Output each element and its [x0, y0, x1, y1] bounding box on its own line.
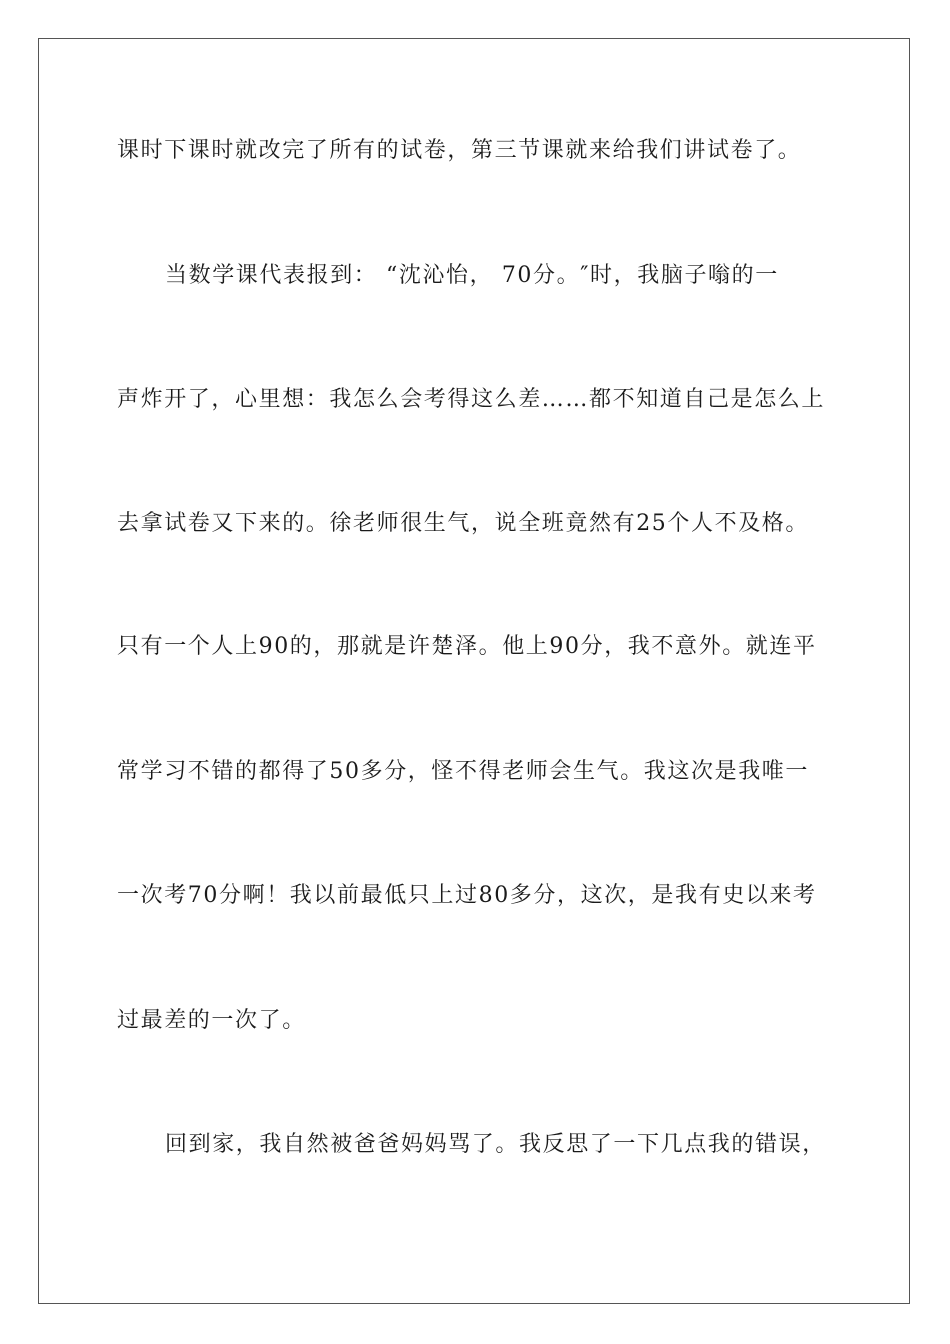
text-line: 常学习不错的都得了50多分，怪不得老师会生气。我这次是我唯一: [117, 759, 809, 784]
page-border: [38, 38, 910, 1304]
text-line: 去拿试卷又下来的。徐老师很生气，说全班竟然有25个人不及格。: [117, 511, 809, 536]
text-line: 只有一个人上90的，那就是许楚泽。他上90分，我不意外。就连平: [117, 634, 817, 659]
text-line: 过最差的一次了。: [117, 1008, 306, 1033]
text-line: 课时下课时就改完了所有的试卷，第三节课就来给我们讲试卷了。: [117, 138, 802, 163]
text-line: 声炸开了，心里想：我怎么会考得这么差……都不知道自己是怎么上: [117, 387, 826, 412]
text-line: 回到家，我自然被爸爸妈妈骂了。我反思了一下几点我的错误，: [165, 1132, 826, 1157]
text-line: 一次考70分啊！我以前最低只上过80多分，这次，是我有史以来考: [117, 883, 817, 908]
text-line: 当数学课代表报到： “沈沁怡， 70分。″时，我脑子嗡的一: [165, 263, 779, 288]
